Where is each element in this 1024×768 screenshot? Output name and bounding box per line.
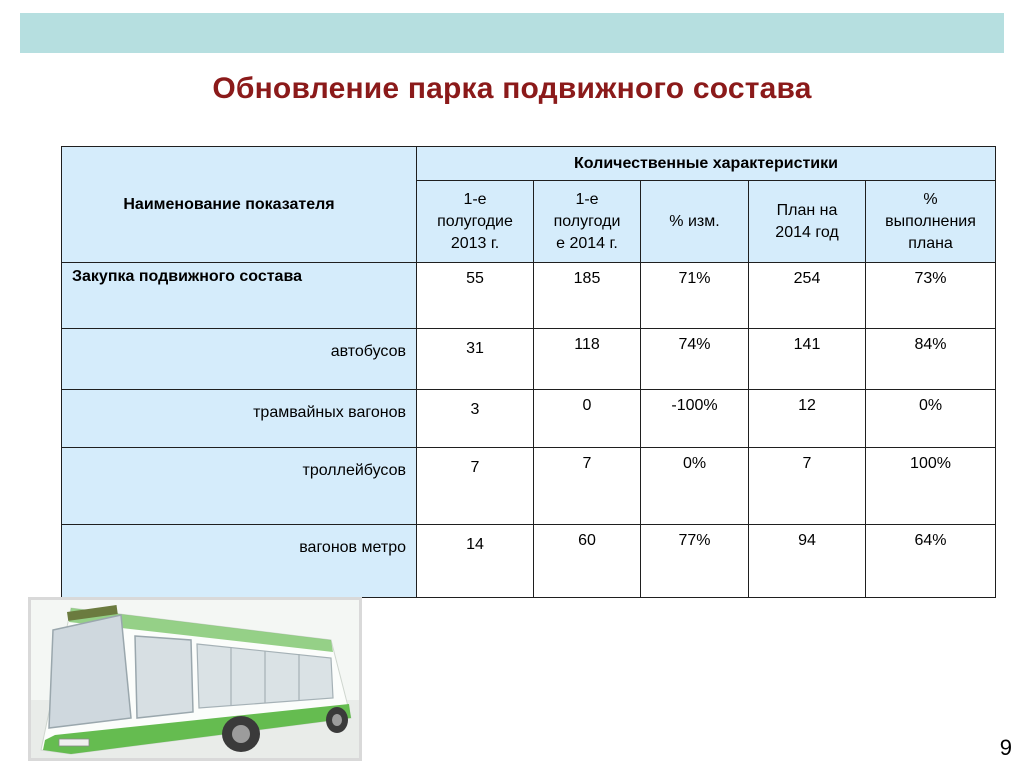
table-row (62, 525, 996, 598)
data-table (61, 146, 996, 598)
row-label: Закупка подвижного состава (62, 263, 417, 329)
cell-plan-2014: 254 (749, 263, 866, 329)
cell-h1-2013: 7 (417, 448, 534, 525)
cell-h1-2014: 7 (534, 448, 641, 525)
cell-plan-2014: 7 (749, 448, 866, 525)
cell-completion: 100% (866, 448, 996, 525)
cell-completion: 0% (866, 390, 996, 448)
col-header-change: % изм. (641, 181, 749, 263)
table-row (62, 329, 996, 390)
cell-change: 71% (641, 263, 749, 329)
cell-h1-2014: 185 (534, 263, 641, 329)
cell-completion: 73% (866, 263, 996, 329)
cell-completion: 64% (866, 525, 996, 598)
cell-h1-2013: 3 (417, 390, 534, 448)
cell-h1-2014: 0 (534, 390, 641, 448)
table-row (62, 390, 996, 448)
bus-icon (31, 600, 359, 758)
table-row (62, 448, 996, 525)
header-quantitative: Количественные характеристики (417, 147, 996, 181)
header-indicator-name: Наименование показателя (62, 147, 417, 263)
col-header-plan-2014: План на 2014 год (749, 181, 866, 263)
cell-change: -100% (641, 390, 749, 448)
row-label: трамвайных вагонов (62, 390, 417, 448)
col-header-h1-2013: 1-е полугодие 2013 г. (417, 181, 534, 263)
cell-h1-2013: 55 (417, 263, 534, 329)
cell-h1-2014: 60 (534, 525, 641, 598)
cell-plan-2014: 141 (749, 329, 866, 390)
table-row (62, 263, 996, 329)
cell-h1-2013: 31 (417, 329, 534, 390)
row-label: вагонов метро (62, 525, 417, 598)
col-header-h1-2014: 1-е полугоди е 2014 г. (534, 181, 641, 263)
row-label: автобусов (62, 329, 417, 390)
cell-plan-2014: 94 (749, 525, 866, 598)
cell-change: 77% (641, 525, 749, 598)
page-number: 9 (999, 735, 1012, 760)
col-header-completion: % выполнения плана (866, 181, 996, 263)
cell-h1-2013: 14 (417, 525, 534, 598)
cell-h1-2014: 118 (534, 329, 641, 390)
top-band (20, 13, 1004, 53)
cell-plan-2014: 12 (749, 390, 866, 448)
cell-change: 74% (641, 329, 749, 390)
slide-title: Обновление парка подвижного состава (212, 72, 812, 105)
bus-photo (28, 597, 362, 761)
row-label: троллейбусов (62, 448, 417, 525)
cell-change: 0% (641, 448, 749, 525)
cell-completion: 84% (866, 329, 996, 390)
